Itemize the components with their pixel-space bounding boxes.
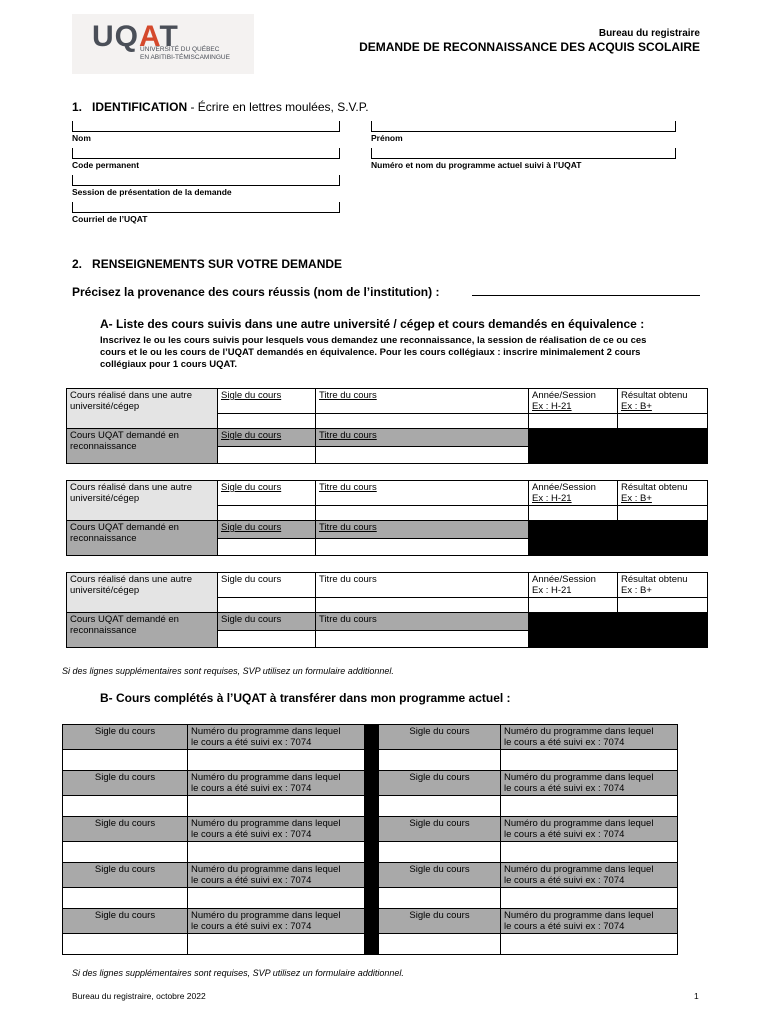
transfer-sigle-header: Sigle du cours: [63, 725, 188, 750]
separator-bar: [365, 725, 379, 771]
course-table-2: [66, 480, 708, 556]
uqat-sigle-input[interactable]: [218, 539, 316, 556]
partA-note: Si des lignes supplémentaires sont requises, SVP utilisez un formulaire additionnel.: [62, 666, 394, 676]
transfer-sigle-header: Sigle du cours: [63, 817, 188, 842]
transfer-num-input[interactable]: [501, 888, 678, 909]
separator-bar: [365, 771, 379, 817]
transfer-num-input[interactable]: [501, 796, 678, 817]
partA-title: A- Liste des cours suivis dans une autre université / cégep et cours demandés en équivalence :: [100, 317, 645, 331]
transfer-sigle-input[interactable]: [63, 796, 188, 817]
transfer-sigle-header: Sigle du cours: [379, 863, 501, 888]
transfer-sigle-input[interactable]: [379, 934, 501, 955]
uqat-sigle-header: Sigle du cours: [218, 613, 316, 631]
sigle-input[interactable]: [218, 598, 316, 613]
transfer-sigle-input[interactable]: [63, 842, 188, 863]
transfer-sigle-input[interactable]: [63, 888, 188, 909]
transfer-num-input[interactable]: [188, 796, 365, 817]
sigle-input[interactable]: [218, 506, 316, 521]
uqat-sigle-input[interactable]: [218, 631, 316, 648]
sigle-input[interactable]: [218, 414, 316, 429]
transfer-num-input[interactable]: [188, 750, 365, 771]
transfer-num-header: Numéro du programme dans lequel le cours a été suivi ex : 7074: [501, 725, 678, 750]
uqat-titre-header: Titre du cours: [316, 429, 529, 447]
session-field[interactable]: [72, 175, 340, 186]
resultat-input[interactable]: [618, 506, 708, 521]
uqat-titre-header: Titre du cours: [316, 613, 529, 631]
transfer-num-header: Numéro du programme dans lequel le cours a été suivi ex : 7074: [188, 909, 365, 934]
row2-label: Cours UQAT demandé en reconnaissance: [67, 521, 218, 556]
transfer-num-header: Numéro du programme dans lequel le cours a été suivi ex : 7074: [188, 817, 365, 842]
page-title: DEMANDE DE RECONNAISSANCE DES ACQUIS SCOLAIRE: [359, 40, 700, 54]
partB-note: Si des lignes supplémentaires sont requises, SVP utilisez un formulaire additionnel.: [72, 968, 404, 978]
separator-bar: [365, 863, 379, 909]
annee-header: Année/Session Ex : H-21: [529, 389, 618, 414]
session-label: Session de présentation de la demande: [72, 187, 232, 197]
resultat-header: Résultat obtenu Ex : B+: [618, 389, 708, 414]
section1-heading: 1. IDENTIFICATION - Écrire en lettres moulées, S.V.P.: [72, 100, 369, 114]
titre-input[interactable]: [316, 414, 529, 429]
transfer-sigle-input[interactable]: [379, 888, 501, 909]
sigle-header: Sigle du cours: [218, 573, 316, 598]
nom-label: Nom: [72, 133, 91, 143]
resultat-input[interactable]: [618, 598, 708, 613]
uqat-titre-input[interactable]: [316, 631, 529, 648]
titre-header: Titre du cours: [316, 389, 529, 414]
programme-field[interactable]: [371, 148, 676, 159]
code-permanent-label: Code permanent: [72, 160, 140, 170]
row1-label: Cours réalisé dans une autre université/cégep: [67, 573, 218, 613]
annee-header: Année/Session Ex : H-21: [529, 573, 618, 598]
provenance-field[interactable]: [472, 295, 700, 296]
transfer-num-header: Numéro du programme dans lequel le cours a été suivi ex : 7074: [501, 771, 678, 796]
transfer-sigle-header: Sigle du cours: [379, 771, 501, 796]
uqat-titre-input[interactable]: [316, 539, 529, 556]
blacked-out-cell: [529, 521, 708, 556]
transfer-num-header: Numéro du programme dans lequel le cours a été suivi ex : 7074: [501, 909, 678, 934]
resultat-input[interactable]: [618, 414, 708, 429]
logo-subtitle: UNIVERSITÉ DU QUÉBEC EN ABITIBI-TÉMISCAMINGUE: [140, 46, 230, 61]
transfer-num-input[interactable]: [501, 842, 678, 863]
transfer-num-input[interactable]: [188, 934, 365, 955]
nom-field[interactable]: [72, 121, 340, 132]
annee-input[interactable]: [529, 414, 618, 429]
prenom-label: Prénom: [371, 133, 403, 143]
course-table-1: [66, 388, 708, 464]
transfer-num-header: Numéro du programme dans lequel le cours a été suivi ex : 7074: [501, 817, 678, 842]
annee-input[interactable]: [529, 598, 618, 613]
transfer-table: [62, 724, 678, 955]
uqat-titre-header: Titre du cours: [316, 521, 529, 539]
transfer-num-input[interactable]: [501, 934, 678, 955]
transfer-num-header: Numéro du programme dans lequel le cours a été suivi ex : 7074: [188, 863, 365, 888]
transfer-num-input[interactable]: [188, 842, 365, 863]
row1-label: Cours réalisé dans une autre université/cégep: [67, 481, 218, 521]
titre-header: Titre du cours: [316, 573, 529, 598]
provenance-label: Précisez la provenance des cours réussis (nom de l’institution) :: [72, 285, 440, 299]
transfer-num-header: Numéro du programme dans lequel le cours a été suivi ex : 7074: [501, 863, 678, 888]
blacked-out-cell: [529, 429, 708, 464]
transfer-sigle-input[interactable]: [63, 934, 188, 955]
sigle-header: Sigle du cours: [218, 389, 316, 414]
resultat-header: Résultat obtenu Ex : B+: [618, 481, 708, 506]
prenom-field[interactable]: [371, 121, 676, 132]
sigle-header: Sigle du cours: [218, 481, 316, 506]
titre-input[interactable]: [316, 506, 529, 521]
separator-bar: [365, 909, 379, 955]
programme-label: Numéro et nom du programme actuel suivi à l’UQAT: [371, 160, 582, 170]
courriel-field[interactable]: [72, 202, 340, 213]
resultat-header: Résultat obtenu Ex : B+: [618, 573, 708, 598]
transfer-num-header: Numéro du programme dans lequel le cours a été suivi ex : 7074: [188, 771, 365, 796]
titre-input[interactable]: [316, 598, 529, 613]
blacked-out-cell: [529, 613, 708, 648]
footer-text: Bureau du registraire, octobre 2022: [72, 991, 206, 1001]
section2-heading: 2. RENSEIGNEMENTS SUR VOTRE DEMANDE: [72, 257, 343, 271]
partB-title: B- Cours complétés à l’UQAT à transférer dans mon programme actuel :: [100, 691, 511, 705]
transfer-num-header: Numéro du programme dans lequel le cours a été suivi ex : 7074: [188, 725, 365, 750]
page-number: 1: [694, 991, 699, 1001]
code-permanent-field[interactable]: [72, 148, 340, 159]
transfer-sigle-input[interactable]: [379, 796, 501, 817]
transfer-sigle-header: Sigle du cours: [63, 863, 188, 888]
uqat-titre-input[interactable]: [316, 447, 529, 464]
uqat-sigle-header: Sigle du cours: [218, 521, 316, 539]
row1-label: Cours réalisé dans une autre université/cégep: [67, 389, 218, 429]
transfer-sigle-input[interactable]: [379, 842, 501, 863]
transfer-sigle-header: Sigle du cours: [379, 817, 501, 842]
courriel-label: Courriel de l’UQAT: [72, 214, 148, 224]
row2-label: Cours UQAT demandé en reconnaissance: [67, 429, 218, 464]
separator-bar: [365, 817, 379, 863]
transfer-sigle-header: Sigle du cours: [379, 725, 501, 750]
row2-label: Cours UQAT demandé en reconnaissance: [67, 613, 218, 648]
annee-input[interactable]: [529, 506, 618, 521]
transfer-sigle-input[interactable]: [63, 750, 188, 771]
titre-header: Titre du cours: [316, 481, 529, 506]
uqat-sigle-header: Sigle du cours: [218, 429, 316, 447]
transfer-sigle-header: Sigle du cours: [63, 909, 188, 934]
transfer-sigle-header: Sigle du cours: [379, 909, 501, 934]
transfer-sigle-input[interactable]: [379, 750, 501, 771]
course-table-3: [66, 572, 708, 648]
annee-header: Année/Session Ex : H-21: [529, 481, 618, 506]
transfer-num-input[interactable]: [501, 750, 678, 771]
uqat-sigle-input[interactable]: [218, 447, 316, 464]
uqat-logo: UQAT: [92, 20, 179, 53]
office-name: Bureau du registraire: [598, 28, 700, 39]
partA-intro: Inscrivez le ou les cours suivis pour lesquels vous demandez une reconnaissance, la session de réalisation de ce ou ces cours et le ou les cours de l’UQAT demandés en équivalence. Pour les cours collégiaux : inscrire minimalement 2 cours collégiaux pour 1 cours UQAT.: [100, 335, 647, 370]
transfer-sigle-header: Sigle du cours: [63, 771, 188, 796]
transfer-num-input[interactable]: [188, 888, 365, 909]
